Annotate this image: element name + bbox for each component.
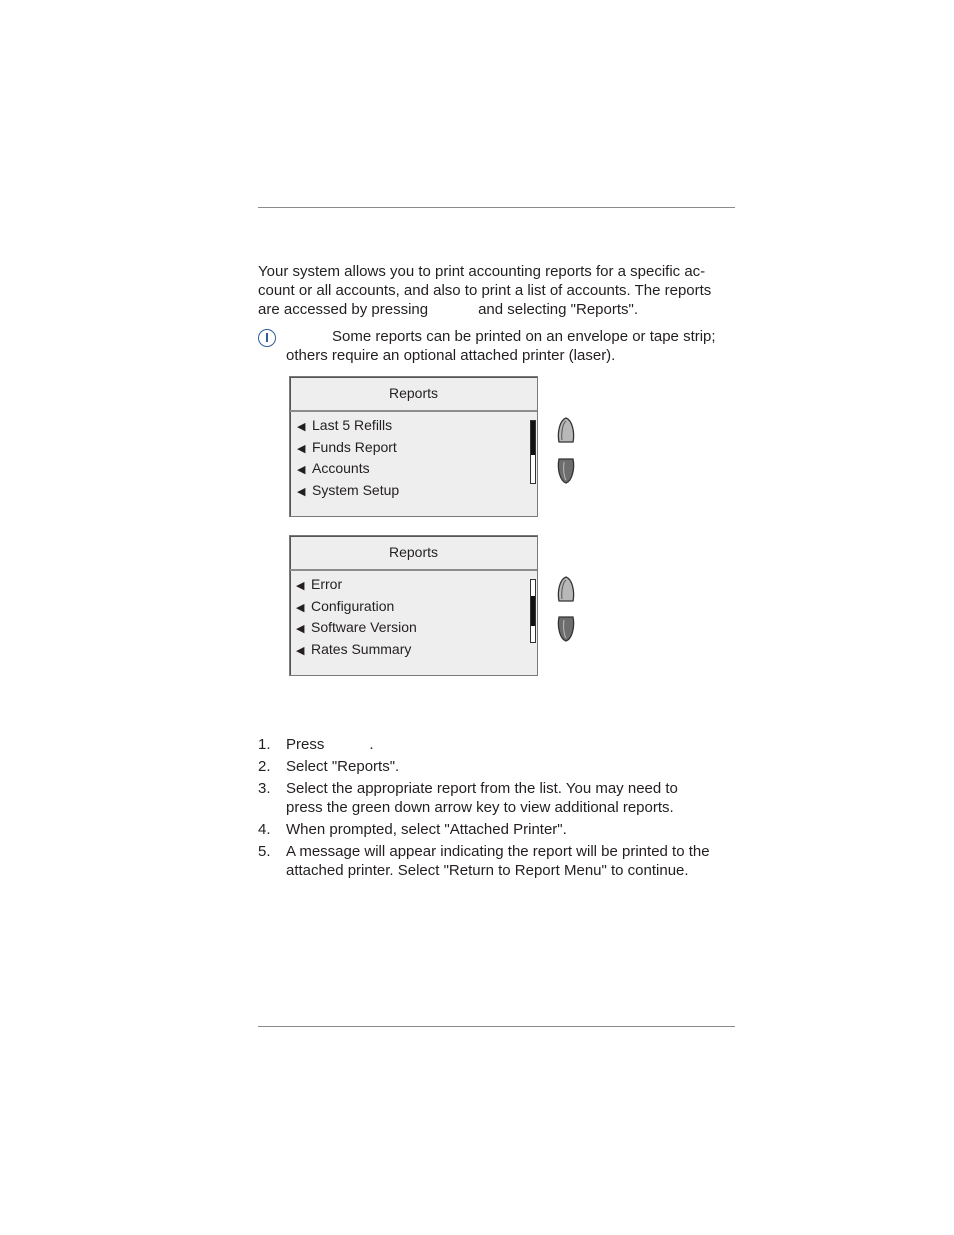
- left-arrow-icon: ◀: [296, 580, 305, 592]
- bottom-rule: [258, 1026, 735, 1027]
- note-line-1: Some reports can be printed on an envelope or tape strip;: [332, 328, 716, 345]
- intro-line-2: count or all accounts, and also to print a list of accounts. The reports: [258, 282, 712, 299]
- menu-item-software-version[interactable]: ◀ Software Version: [296, 617, 417, 639]
- reports-menu-2: [296, 574, 417, 660]
- down-arrow-key-icon[interactable]: [556, 457, 576, 485]
- intro-line-3a: are accessed by pressing: [258, 301, 429, 318]
- info-icon: [258, 329, 276, 347]
- menu-item-last-5-refills[interactable]: ◀ Last 5 Refills: [297, 415, 399, 437]
- up-arrow-key-icon[interactable]: [556, 575, 576, 603]
- step-item: 5. A message will appear indicating the report will be printed to the attached printer. Select "Return to Report Menu" to continue.: [258, 843, 710, 879]
- scrollbar-thumb[interactable]: [531, 421, 535, 455]
- scrollbar[interactable]: [530, 420, 536, 484]
- screen-title: Reports: [290, 536, 537, 571]
- left-arrow-icon: ◀: [297, 485, 306, 498]
- menu-item-system-setup[interactable]: ◀ System Setup: [297, 480, 399, 502]
- screen-title: Reports: [290, 377, 537, 412]
- left-arrow-icon: ◀: [297, 421, 306, 433]
- left-arrow-icon: ◀: [296, 623, 305, 635]
- step-item: 4. When prompted, select "Attached Printer".: [258, 821, 567, 838]
- step-item: 2. Select "Reports".: [258, 758, 400, 775]
- scrollbar-thumb[interactable]: [531, 596, 535, 626]
- reports-screen-1: [289, 376, 538, 517]
- menu-item-configuration[interactable]: ◀ Configuration: [296, 596, 417, 618]
- menu-item-error[interactable]: ◀ Error: [296, 574, 417, 596]
- left-arrow-icon: ◀: [297, 464, 306, 476]
- down-arrow-key-icon[interactable]: [556, 615, 576, 643]
- step-item: 3. Select the appropriate report from the list. You may need to press the green down arrow key to view additional reports.: [258, 780, 678, 816]
- menu-item-rates-summary[interactable]: ◀ Rates Summary: [296, 639, 417, 661]
- note-line-2: others require an optional attached printer (laser).: [286, 347, 616, 364]
- note-paragraph: [286, 327, 738, 365]
- left-arrow-icon: ◀: [296, 601, 305, 614]
- reports-menu-1: [297, 415, 399, 501]
- menu-item-funds-report[interactable]: ◀ Funds Report: [297, 437, 399, 459]
- scrollbar[interactable]: [530, 579, 536, 643]
- steps-list: [258, 735, 738, 883]
- step-item: 1. Press .: [258, 736, 374, 753]
- intro-line-1: Your system allows you to print accounting reports for a specific ac-: [258, 263, 706, 280]
- left-arrow-icon: ◀: [297, 442, 306, 455]
- top-rule: [258, 207, 735, 208]
- intro-line-3b: and selecting "Reports".: [478, 301, 638, 318]
- left-arrow-icon: ◀: [296, 644, 305, 657]
- reports-screen-2: [289, 535, 538, 676]
- intro-paragraph: [258, 262, 738, 319]
- menu-item-accounts[interactable]: ◀ Accounts: [297, 458, 399, 480]
- up-arrow-key-icon[interactable]: [556, 416, 576, 444]
